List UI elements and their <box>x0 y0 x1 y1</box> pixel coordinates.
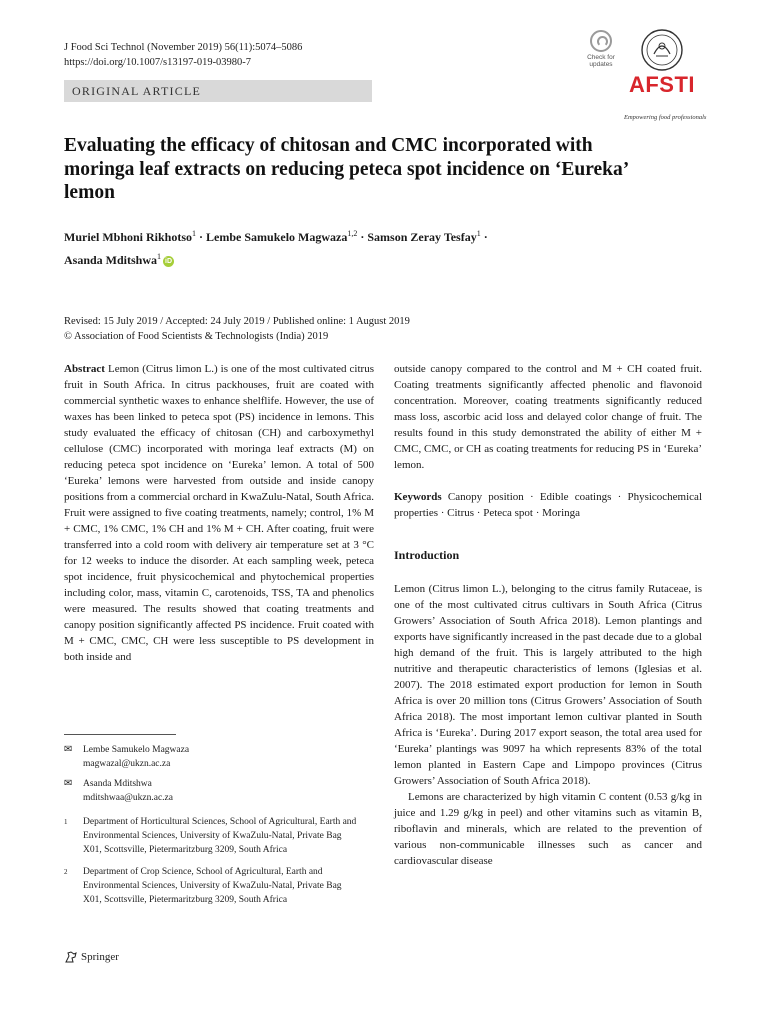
section-label-banner <box>64 80 372 102</box>
author-list <box>64 224 684 270</box>
section-label: ORIGINAL ARTICLE <box>72 83 202 98</box>
abstract-text: Lemon (Citrus limon L.) is one of the most cultivated citrus fruit in South Africa. In citrus packhouses, fruit are coated with commercial synthetic waxes to enhance shelflife. However, the use of waxes has been linked to peteca spot (PS) incidence in lemons. This study evaluated the efficacy of chitosan (CH) and carboxymethyl cellulose (CMC) incorporated with moringa leaf extracts (M) on reducing peteca spot incidence on ‘Eureka’ lemon. A total of 500 ‘Eureka’ lemons were harvested from outside and inside canopy positions from a commercial orchard in KwaZulu-Natal, South Africa. Fruit were assigned to five coating treatments, namely; control, 1% M + CMC, 1% CMC, 1% CH and 1% M + CH. After coating, fruit were transferred into a cold room with delivery air temperature set at 3 °C for 12 weeks to induce the disorder. At each sampling week, peteca spot incidence, fruit physicochemical and phytochemical properties including color, mass, vitamin C, carotenoids, TSS, TA and phenolics were measured. The results showed that coating treatments and canopy position significantly affected PS incidence. Fruit coated with M + CMC, CMC, CH were less susceptible to PS development in both inside and <box>64 363 374 663</box>
article-title: Evaluating the efficacy of chitosan and CMC incorporated with moringa leaf extracts on reducing peteca spot incidence on ‘Eureka’ lemon <box>64 135 628 203</box>
contact-entry <box>64 743 364 771</box>
doi-link[interactable]: https://doi.org/10.1007/s13197-019-03980-7 <box>64 57 252 68</box>
afsti-logo <box>622 28 712 121</box>
publication-dates: Revised: 15 July 2019 / Accepted: 24 July 2019 / Published online: 1 August 2019 <box>64 316 410 327</box>
springer-horse-icon <box>64 950 78 964</box>
contact-email[interactable]: mditshwaa@ukzn.ac.za <box>83 793 173 803</box>
afsti-logo-text: AFSTI <box>628 72 696 97</box>
afsti-tagline: Empowering food professionals <box>624 114 707 121</box>
author-name[interactable]: Lembe Samukelo Magwaza <box>206 230 348 244</box>
corresponding-contacts <box>64 743 364 805</box>
abstract-label: Abstract <box>64 363 105 375</box>
abstract-continuation: outside canopy compared to the control and M + CH coated fruit. Coating treatments significantly affected phenolic and flavonoid concentration. Moreover, coating treatments significantly reduced mass loss, ascorbic acid loss and delayed color change of fruit. The results found in this study demonstrated the ability of either M + CMC, CMC, or CH as coating treatments for reducing PS in ‘Eureka’ lemon. <box>394 363 702 471</box>
author-name[interactable]: Muriel Mbhoni Rikhotso <box>64 230 193 244</box>
affiliation-entry <box>64 815 360 857</box>
check-updates-line1: Check for <box>587 54 615 61</box>
author-affiliation-mark: 1,2 <box>347 229 358 238</box>
journal-citation <box>64 40 302 70</box>
right-column <box>394 361 702 869</box>
author-affiliation-mark: 1 <box>476 229 481 238</box>
springer-footer <box>64 950 119 964</box>
author-affiliation-mark: 1 <box>192 229 197 238</box>
affiliation-text: Department of Horticultural Sciences, School of Agricultural, Earth and Environmental Sciences, University of KwaZulu-Natal, Private Bag X01, Scottsville, Pietermaritzburg 3209, South Africa <box>83 817 357 855</box>
journal-line: J Food Sci Technol (November 2019) 56(11):5074–5086 <box>64 42 303 53</box>
affiliation-text: Department of Crop Science, School of Agricultural, Earth and Environmental Sciences, University of KwaZulu-Natal, Private Bag X01, Scottsville, Pietermaritzburg 3209, South Africa <box>83 867 342 905</box>
affiliation-mark: 2 <box>64 868 68 876</box>
keywords-text: Canopy position · Edible coatings · Physicochemical properties · Citrus · Peteca spot · Moringa <box>394 491 702 519</box>
check-for-updates-icon <box>590 30 612 52</box>
abstract-left-column <box>64 361 374 665</box>
author-name[interactable]: Samson Zeray Tesfay <box>367 230 477 244</box>
copyright-line: © Association of Food Scientists & Technologists (India) 2019 <box>64 331 329 342</box>
footnote-divider <box>64 734 176 735</box>
affiliations <box>64 815 360 907</box>
author-separator: · <box>196 230 207 244</box>
contact-entry <box>64 777 364 805</box>
orcid-icon[interactable]: iD <box>165 257 173 265</box>
author-affiliation-mark: 1 <box>157 252 162 261</box>
envelope-icon: ✉ <box>64 744 73 755</box>
contact-email[interactable]: magwazal@ukzn.ac.za <box>83 759 171 769</box>
introduction-heading: Introduction <box>394 548 460 562</box>
author-separator: · <box>480 230 488 244</box>
check-updates-line2: updates <box>589 61 613 68</box>
affiliation-mark: 1 <box>64 818 68 826</box>
envelope-icon: ✉ <box>64 778 73 789</box>
introduction-paragraph-1: Lemon (Citrus limon L.), belonging to the citrus family Rutaceae, is one of the most cultivated citrus cultivars in South Africa (Citrus Growers’ Association of South Africa 2018). Lemon plantings and exports have significantly increased in the past decade due to a global high demand of the fruit. This is largely attributed to the high nutritive and therapeutic characteristics of lemons (Iglesias et al. 2007). The 2018 estimated export production for lemon in South Africa is over 20 million tons (Citrus Growers’ Association of South Africa 2018). The most important lemon cultivar planted in South Africa is ‘Eureka’. During 2017 export season, the total area used for ‘Eureka’ plantings was 9097 ha which represents 83% of the total lemon planted in Eastern Cape and Limpopo provinces (Citrus Growers’ Association of South Africa 2018). <box>394 583 702 787</box>
keywords-paragraph <box>394 489 702 521</box>
author-separator: · <box>357 230 368 244</box>
introduction-paragraph-2: Lemons are characterized by high vitamin C content (0.53 g/kg in juice and 1.29 g/kg in peel) and other vitamins such as vitamin B, riboflavin and minerals, which are related to the prevention of various non-communicable illnesses such as cancer and cardiovascular disease <box>394 791 702 867</box>
check-for-updates-badge[interactable] <box>580 30 622 68</box>
publication-history <box>64 314 684 344</box>
contact-name: Asanda Mditshwa <box>83 779 152 789</box>
contact-name: Lembe Samukelo Magwaza <box>83 745 190 755</box>
author-name[interactable]: Asanda Mditshwa <box>64 253 158 267</box>
keywords-label: Keywords <box>394 491 442 503</box>
springer-label: Springer <box>81 951 119 963</box>
afsti-emblem-icon <box>622 28 712 76</box>
abstract-paragraph <box>64 361 374 665</box>
affiliation-entry <box>64 865 360 907</box>
